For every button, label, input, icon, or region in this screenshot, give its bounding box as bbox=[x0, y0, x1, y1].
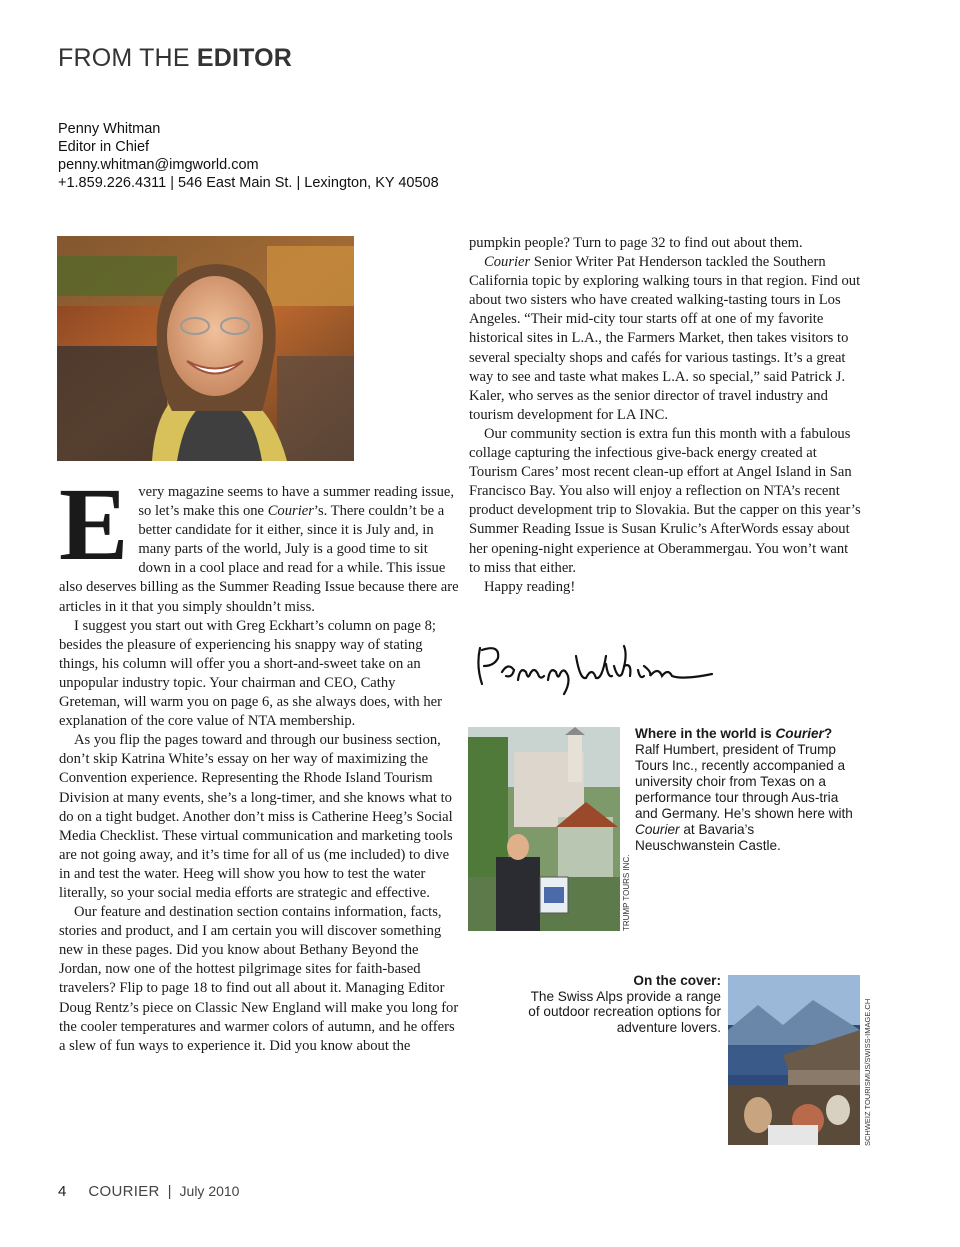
drop-cap: E bbox=[59, 467, 129, 582]
article-paragraph: Our feature and destination section contains information, facts, stories and product, and I am certain you will discover something new in these pages. Did you know about Bethany Beyond the Jordan, now one of the hottest pilgrimage sites for faith-based travelers? Flip to page 18 to find out all about it. Managing Editor Doug Rentz’s piece on Classic New England will make you long for the cooler temperatures and warmer colors of autumn, and he offers a slew of fun ways to experience it. Did you know about the bbox=[59, 904, 459, 1054]
article-paragraph bbox=[59, 467, 459, 617]
editor-email[interactable]: penny.whitman@imgworld.com bbox=[58, 157, 259, 173]
magazine-title: COURIER bbox=[88, 1183, 160, 1200]
caption-title-text: Where in the world is bbox=[635, 726, 776, 741]
editor-photo bbox=[57, 236, 354, 461]
header-light: FROM THE bbox=[58, 44, 197, 72]
paragraph-text: ’s. There couldn’t be a better candidate for it either, since it is July and, in many parts of the world, July is a good time to sit down in a cool place and read for a while. This issue also deserves billing as the Summer Reading Issue because there are articles in it that you simply shouldn’t miss. bbox=[59, 503, 459, 615]
paragraph-text: very magazine seems to have a summer reading issue, so let’s make this one bbox=[138, 484, 455, 520]
caption-text: Ralf Humbert, president of Trump Tours Inc., recently accompanied a university choir from Texas on a performance tour through Aus-tria and Germany. He’s shown here with bbox=[635, 742, 853, 821]
editor-signature bbox=[472, 636, 732, 696]
caption-title bbox=[635, 726, 855, 742]
article-paragraph: pumpkin people? Turn to page 32 to find out about them. bbox=[469, 235, 803, 251]
caption-title-text: ? bbox=[823, 726, 833, 741]
photo-credit: TRUMP TOURS INC. bbox=[622, 854, 631, 931]
article-paragraph bbox=[469, 253, 861, 425]
cover-caption bbox=[520, 973, 721, 1035]
article-column-right bbox=[469, 234, 861, 597]
section-header bbox=[58, 44, 292, 73]
editor-contact bbox=[58, 120, 439, 192]
closing-line: Happy reading! bbox=[484, 578, 576, 595]
magazine-name: Courier bbox=[635, 822, 680, 837]
magazine-name: Courier bbox=[267, 503, 314, 520]
article-paragraph: Our community section is extra fun this month with a fabulous collage capturing the infectious give-back energy created at Tourism Cares’ most recent clean-up effort at Angel Island in San Francisco Bay. You also will enjoy a reflection on NTA’s recent product development trip to Slovakia. But the capper on this year’s Summer Reading Issue is Susan Krulic’s AfterWords essay about her opening-night experience at Oberammergau. You won’t want to miss that either. bbox=[469, 425, 861, 576]
photo-credit: SCHWEIZ TOURISMUS/SWISS-IMAGE.CH bbox=[863, 998, 872, 1146]
page-number: 4 bbox=[58, 1183, 67, 1200]
paragraph-text: Senior Writer Pat Henderson tackled the Southern California topic by exploring walking tours in that region. Find out about two sisters who have created walking-tasting tours in Los Angeles. “Their mid-city tour starts off at one of my favorite historical sites in L.A., the Farmers Market, then takes visitors to several specialty shops and cafés for various tastings. It’s a great way to see and taste what makes L.A. so special,” said Patrick J. Kaler, who serves as the senior director of travel industry and tourism development for LA INC. bbox=[469, 254, 861, 423]
caption-title: On the cover: bbox=[633, 973, 721, 988]
article-paragraph: I suggest you start out with Greg Eckhart’s column on page 8; besides the pleasure of experiencing his snappy way of stating things, his column will offer you a short-and-sweet take on an unpopular industry topic. Your chairman and CEO, Cathy Greteman, will warm you on page 6, as she always does, with her explanation of the core value of NTA membership. bbox=[59, 617, 442, 730]
caption-body: The Swiss Alps provide a range of outdoor recreation options for adventure lovers. bbox=[528, 988, 721, 1035]
article-paragraph: As you flip the pages toward and through our business section, don’t skip Katrina White’s essay on her way of maximizing the Convention experience. Representing the Rhode Island Tourism Division at many events, she’s a long-timer, and she knows what to do on a tight budget. Another don’t miss is Catherine Heeg’s Social Media Checklist. These virtual communication and marketing tools are not going away, and it’s time for all of us (me included) to dive in and test the water. Heeg will show you how to test the water literally, so your social media efforts are strategic and effective. bbox=[59, 732, 453, 901]
editor-role: Editor in Chief bbox=[58, 139, 150, 155]
caption-body bbox=[635, 742, 855, 854]
editor-name: Penny Whitman bbox=[58, 121, 161, 137]
header-bold: EDITOR bbox=[196, 44, 293, 72]
courier-travel-photo bbox=[468, 727, 620, 931]
magazine-name: Courier bbox=[484, 254, 531, 271]
issue-date: July 2010 bbox=[179, 1183, 240, 1199]
editor-phone-address: +1.859.226.4311 | 546 East Main St. | Lexington, KY 40508 bbox=[58, 175, 439, 191]
footer-separator: | bbox=[167, 1183, 172, 1200]
page-footer bbox=[58, 1183, 239, 1201]
caption-text: at Bavaria’s Neuschwanstein Castle. bbox=[635, 822, 781, 853]
cover-photo bbox=[728, 975, 860, 1145]
magazine-name: Courier bbox=[775, 726, 824, 741]
where-in-world-caption bbox=[635, 726, 855, 854]
article-column-left bbox=[59, 467, 459, 1056]
